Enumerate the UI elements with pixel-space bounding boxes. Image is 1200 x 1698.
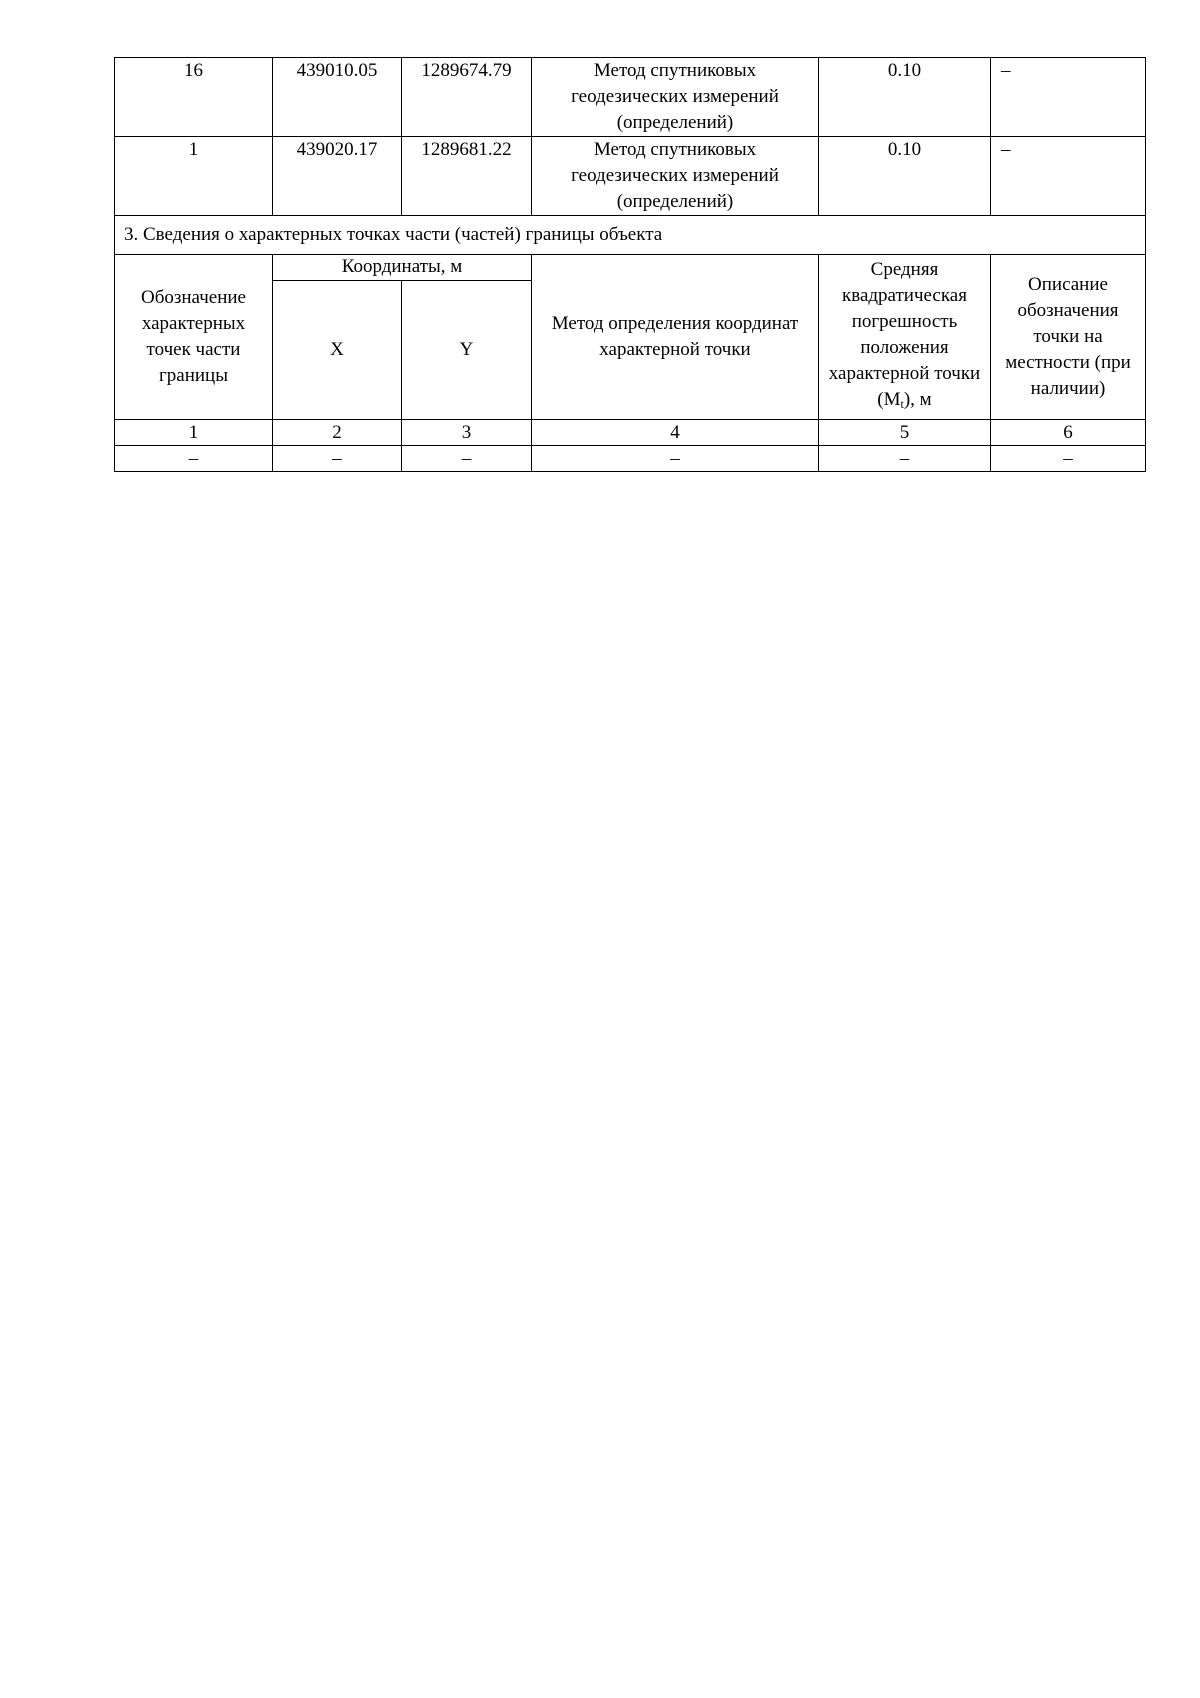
method-cell: Метод спутниковых геодезических измерений (определений) — [532, 58, 819, 137]
table-row — [115, 137, 1146, 216]
column-number: 2 — [273, 420, 402, 446]
empty-cell: – — [402, 446, 532, 472]
y-coordinate-cell: 1289681.22 — [402, 137, 532, 216]
empty-cell: – — [991, 446, 1146, 472]
x-coordinate-cell: 439020.17 — [273, 137, 402, 216]
empty-cell: – — [819, 446, 991, 472]
column-number: 5 — [819, 420, 991, 446]
header-error-text: Средняя квадратическая погрешность положения характерной точки (M — [828, 259, 981, 410]
boundary-points-table — [114, 57, 1146, 472]
error-cell: 0.10 — [819, 58, 991, 137]
empty-cell: – — [115, 446, 273, 472]
column-number: 4 — [532, 420, 819, 446]
section-title-row — [115, 216, 1146, 255]
header-point-designation: Обозначение характерных точек части границы — [115, 255, 273, 420]
header-method: Метод определения координат характерной точки — [532, 255, 819, 420]
x-coordinate-cell: 439010.05 — [273, 58, 402, 137]
section-title: 3. Сведения о характерных точках части (частей) границы объекта — [115, 216, 1146, 255]
header-x: X — [273, 281, 402, 420]
column-numbers-row — [115, 420, 1146, 446]
column-number: 3 — [402, 420, 532, 446]
y-coordinate-cell: 1289674.79 — [402, 58, 532, 137]
empty-cell: – — [532, 446, 819, 472]
header-error-subscript: t — [900, 397, 904, 411]
header-y: Y — [402, 281, 532, 420]
header-coordinates: Координаты, м — [273, 255, 532, 281]
header-row — [115, 255, 1146, 281]
description-cell: – — [991, 58, 1146, 137]
header-description: Описание обозначения точки на местности (при наличии) — [991, 255, 1146, 420]
column-number: 1 — [115, 420, 273, 446]
point-number-cell: 1 — [115, 137, 273, 216]
table-row — [115, 446, 1146, 472]
error-cell: 0.10 — [819, 137, 991, 216]
point-number-cell: 16 — [115, 58, 273, 137]
header-error-unit: ), м — [903, 389, 932, 410]
header-error — [819, 255, 991, 420]
method-cell: Метод спутниковых геодезических измерений (определений) — [532, 137, 819, 216]
description-cell: – — [991, 137, 1146, 216]
column-number: 6 — [991, 420, 1146, 446]
table-row — [115, 58, 1146, 137]
empty-cell: – — [273, 446, 402, 472]
